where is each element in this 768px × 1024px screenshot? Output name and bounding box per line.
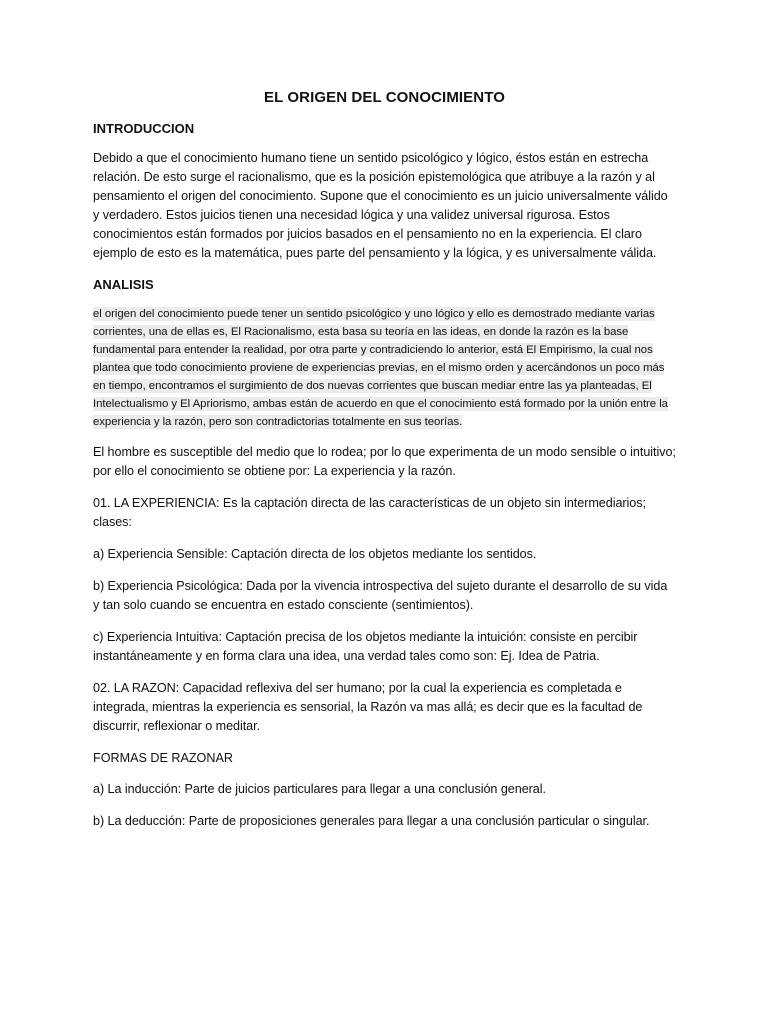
paragraph-razon: 02. LA RAZON: Capacidad reflexiva del ser humano; por la cual la experiencia es completada e integrada, mientras la experiencia es sensorial, la Razón va mas allá; es decir que es la facultad de discurrir, reflexionar o meditar. [93,681,643,733]
paragraph-psicologica: b) Experiencia Psicológica: Dada por la vivencia introspectiva del sujeto durante el desarrollo de su vida y tan solo cuando se encuentra en estado consciente (sentimientos). [93,579,668,612]
paragraph-hombre: El hombre es susceptible del medio que lo rodea; por lo que experimenta de un modo sensible o intuitivo; por ello el conocimiento se obtiene por: La experiencia y la razón. [93,445,676,478]
paragraph-deduccion: b) La deducción: Parte de proposiciones generales para llegar a una conclusión particular o singular. [93,814,650,828]
paragraph-intuitiva: c) Experiencia Intuitiva: Captación precisa de los objetos mediante la intuición: consiste en percibir instantáneamente y en forma clara una idea, una verdad tales como son: Ej. Idea de Patria. [93,630,638,663]
analysis-block [93,305,676,431]
analysis-heading: ANALISIS [93,277,154,292]
intro-heading: INTRODUCCION [93,121,195,136]
document-title: EL ORIGEN DEL CONOCIMIENTO [264,89,505,106]
paragraph-experiencia: 01. LA EXPERIENCIA: Es la captación directa de las características de un objeto sin intermediarios; clases: [93,496,646,529]
document-page [93,88,676,844]
intro-paragraph: Debido a que el conocimiento humano tiene un sentido psicológico y lógico, éstos están en estrecha relación. De esto surge el racionalismo, que es la posición epistemológica que atribuye a la razón y al pensamiento el origen del conocimiento. Supone que el conocimiento es un juicio universalmente válido y verdadero. Estos juicios tienen una necesidad lógica y una validez universal rigurosa. Estos conocimientos están formados por juicios basados en el pensamiento no en la experiencia. El claro ejemplo de esto es la matemática, pues parte del pensamiento y la lógica, y es universalmente válida. [93,151,668,260]
paragraph-sensible: a) Experiencia Sensible: Captación directa de los objetos mediante los sentidos. [93,547,537,561]
formas-heading: FORMAS DE RAZONAR [93,751,233,765]
paragraph-induccion: a) La inducción: Parte de juicios particulares para llegar a una conclusión general. [93,782,546,796]
analysis-paragraph: el origen del conocimiento puede tener un sentido psicológico y uno lógico y ello es demostrado mediante varias corrientes, una de ellas es, El Racionalismo, esta basa su teoría en las ideas, en donde la razón es la base fundamental para entender la realidad, por otra parte y contradiciendo lo anterior, está El Empirismo, la cual nos plantea que todo conocimiento proviene de experiencias previas, en el mismo orden y acercándonos un poco más en tiempo, encontramos el surgimiento de dos nuevas corrientes que buscan mediar entre las ya planteadas, El Intelectualismo y El Apriorismo, ambas están de acuerdo en que el conocimiento está formado por la unión entre la experiencia y la razón, pero son contradictorias totalmente en sus teorías. [93,308,668,428]
